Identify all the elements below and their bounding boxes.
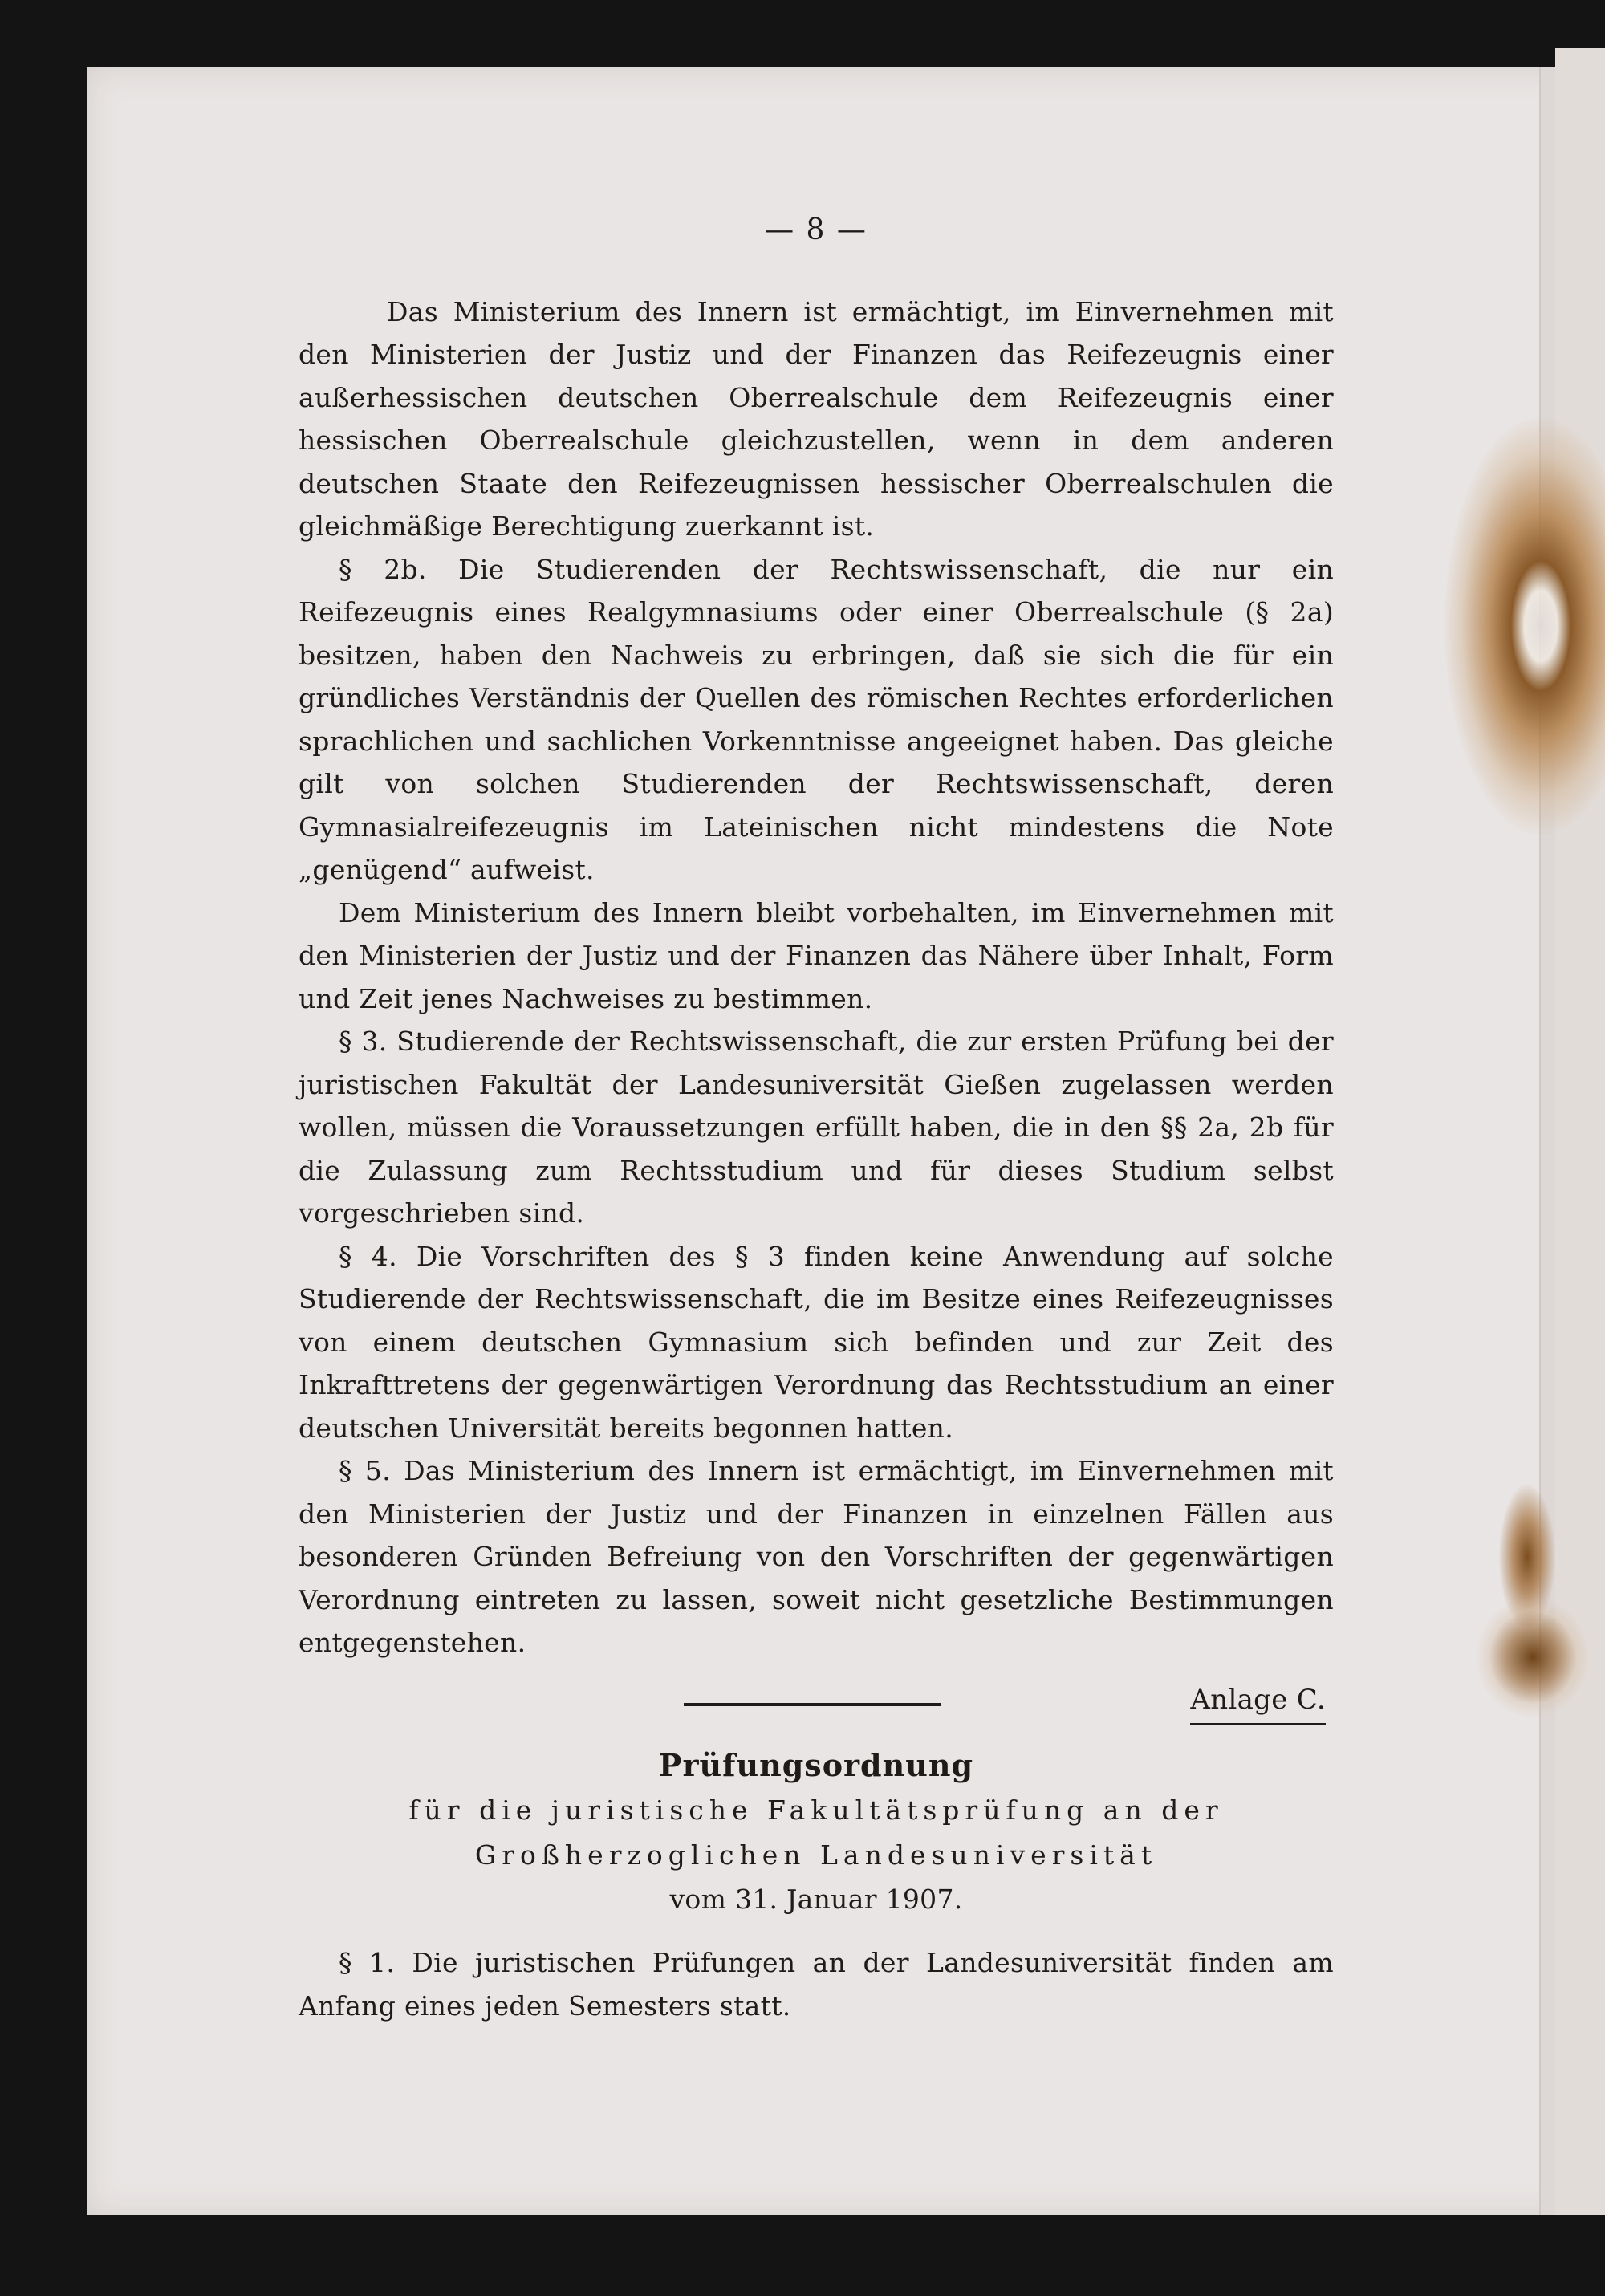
page-number: — 8 —	[765, 213, 868, 246]
annex-label: Anlage C.	[1190, 1679, 1326, 1726]
annex-date: vom 31. Januar 1907.	[669, 1883, 963, 1915]
paragraph-section-3: § 3. Studierende der Rechtswissenschaft, die zur ersten Prüfung bei der juristischen Fakultät der Landesuniversität Gießen zugelassen werden wollen, müssen die Voraussetzungen erfüllt haben, die in den §§ 2a, 2b für die Zulassung zum Rechtsstudium und für dieses Studium selbst vorgeschrieben sind.	[299, 1026, 1334, 1229]
adjacent-page-strip	[1555, 48, 1605, 2215]
annex-title: Prüfungsordnung	[658, 1746, 974, 1783]
annex-subtitle: für die juristische Fakultätsprüfung an der Großherzoglichen Landesuniversität	[408, 1794, 1224, 1871]
paragraph: Das Ministerium des Innern ist ermächtigt, im Einvernehmen mit den Ministerien der Justiz und der Finanzen das Reifezeugnis einer außerhessischen deutschen Oberrealschule dem Reifezeugnis einer hessischen Oberrealschule gleichzustellen, wenn in dem anderen deutschen Staate den Reifezeugnissen hessischer Oberrealschulen die gleichmäßige Berechtigung zuerkannt ist.	[299, 295, 1334, 542]
burn-stain	[1477, 1597, 1589, 1717]
page-text	[299, 209, 1334, 2027]
paragraph-section-4: § 4. Die Vorschriften des § 3 finden keine Anwendung auf solche Studierende der Rechtswissenschaft, die im Besitze eines Reifezeugnisses von einem deutschen Gymnasium sich befinden und zur Zeit des Inkrafttretens der gegenwärtigen Verordnung das Rechtsstudium an einer deutschen Universität bereits begonnen hatten.	[299, 1240, 1334, 1444]
page-edge	[1539, 67, 1555, 2215]
paragraph-section-1: § 1. Die juristischen Prüfungen an der Landesuniversität finden am Anfang eines jeden Semesters statt.	[299, 1947, 1334, 2022]
paragraph-section-2b: § 2b. Die Studierenden der Rechtswissenschaft, die nur ein Reifezeugnis eines Realgymnasiums oder einer Oberrealschule (§ 2a) besitzen, haben den Nachweis zu erbringen, daß sie sich die für ein gründliches Verständnis der Quellen des römischen Rechtes erforderlichen sprachlichen und sachlichen Vorkenntnisse angeeignet haben. Das gleiche gilt von solchen Studierenden der Rechtswissenschaft, deren Gymnasialreifezeugnis im Lateinischen nicht mindestens die Note „genügend“ aufweist.	[299, 553, 1334, 885]
annex-label-row	[299, 1683, 1334, 1738]
paragraph-section-5: § 5. Das Ministerium des Innern ist ermächtigt, im Einvernehmen mit den Ministerien der Justiz und der Finanzen in einzelnen Fällen aus besonderen Gründen Befreiung von den Vorschriften der gegenwärtigen Verordnung eintreten zu lassen, soweit nicht gesetzliche Bestimmungen entgegenstehen.	[299, 1455, 1334, 1658]
paragraph: Dem Ministerium des Innern bleibt vorbehalten, im Einvernehmen mit den Ministerien der Justiz und der Finanzen das Nähere über Inhalt, Form und Zeit jenes Nachweises zu bestimmen.	[299, 896, 1334, 1014]
